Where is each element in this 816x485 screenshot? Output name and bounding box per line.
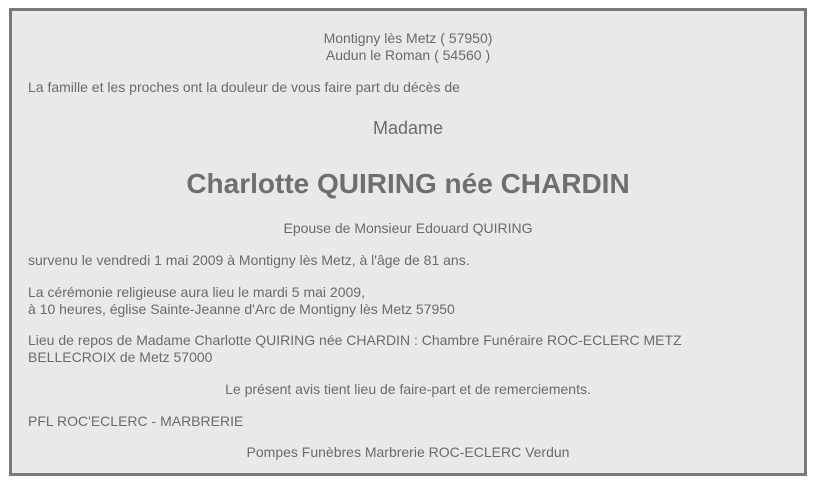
thanks-text: Le présent avis tient lieu de faire-part et de remerciements.: [225, 381, 591, 397]
ceremony-line-2: à 10 heures, église Sainte-Jeanne d'Arc de Montigny lès Metz 57950: [28, 301, 455, 317]
rest-place-line-1: Lieu de repos de Madame Charlotte QUIRING née CHARDIN : Chambre Funéraire ROC-ECLERC METZ: [28, 332, 682, 348]
location-line-1: Montigny lès Metz ( 57950): [323, 30, 493, 46]
company-text: PFL ROC'ECLERC - MARBRERIE: [28, 413, 244, 429]
deceased-name: Charlotte QUIRING née CHARDIN: [186, 168, 630, 199]
honorific-title: Madame: [372, 118, 444, 138]
footer-text: Pompes Funèbres Marbrerie ROC-ECLERC Verdun: [246, 444, 570, 460]
obituary-notice: [9, 8, 807, 476]
rest-place-line-2: BELLECROIX de Metz 57000: [28, 349, 213, 365]
spouse-text: Epouse de Monsieur Edouard QUIRING: [283, 220, 533, 236]
death-text: survenu le vendredi 1 mai 2009 à Montigny lès Metz, à l'âge de 81 ans.: [28, 252, 470, 268]
location-line-2: Audun le Roman ( 54560 ): [325, 47, 491, 63]
intro-text: La famille et les proches ont la douleur de vous faire part du décès de: [28, 79, 460, 95]
ceremony-line-1: La cérémonie religieuse aura lieu le mardi 5 mai 2009,: [28, 284, 365, 300]
